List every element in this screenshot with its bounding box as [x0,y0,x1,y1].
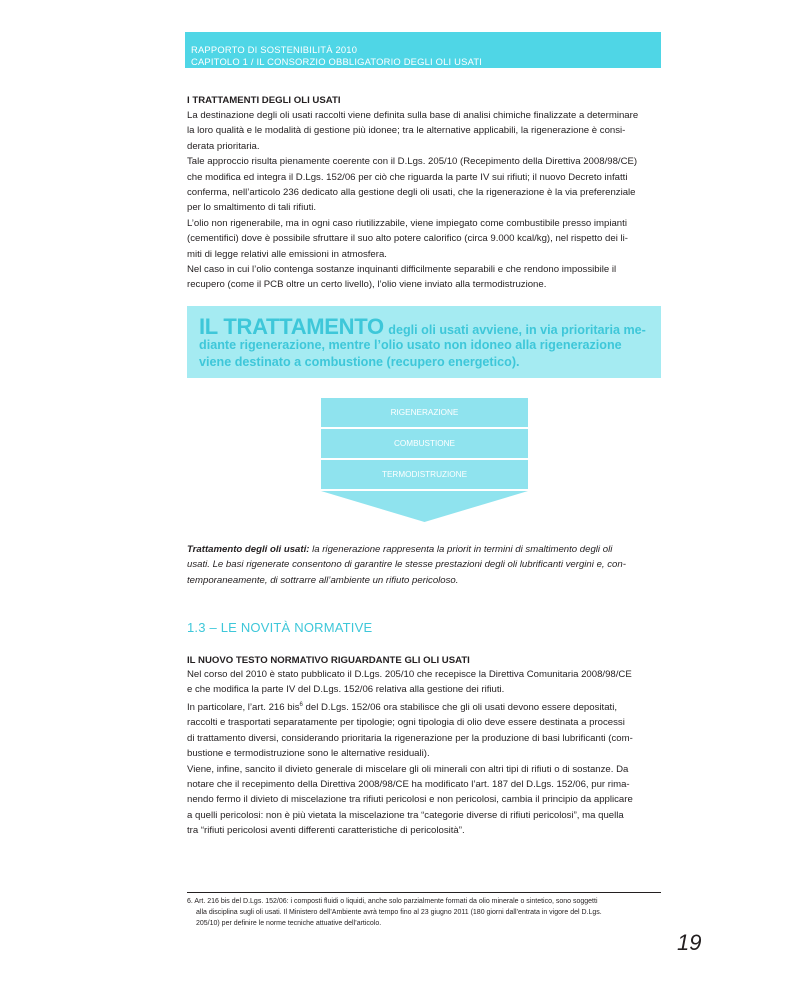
footnote-divider [187,892,661,893]
caption-line-2: usati. Le basi rigenerate consentono di garantire le stesse prestazioni degli oli lubrificanti vergini e, con- [187,559,626,571]
body-line: conferma, nell’articolo 236 dedicato alla gestione degli oli usati, che la rigenerazione è la via preferenziale [187,187,636,199]
report-title: RAPPORTO DI SOSTENIBILITÀ 2010 [191,44,358,55]
body-line: notare che il recepimento della Direttiva 2008/98/CE ha modificato l’art. 187 del D.Lgs. 152/06, pur rima- [187,779,630,791]
footnote-ref: 6 [299,701,303,708]
body-line: Tale approccio risulta pienamente coerente con il D.Lgs. 205/10 (Recepimento della Direttiva 2008/98/CE) [187,156,638,168]
caption-bold: Trattamento degli oli usati: [187,544,310,555]
section-heading-trattamenti: I TRATTAMENTI DEGLI OLI USATI [187,95,341,106]
caption-line-3: temporaneamente, di sottrarre all’ambiente un rifiuto pericoloso. [187,574,459,586]
body-line: tra “rifiuti pericolosi aventi differenti caratteristiche di pericolosità”. [187,825,465,837]
flow-step-termodistruzione: TERMODISTRUZIONE [321,460,528,489]
callout-box [187,306,661,378]
footnote [187,896,667,929]
body-line: di trattamento diversi, considerando prioritaria la rigenerazione per la produzione di basi lubrificanti (com- [187,732,633,744]
body-line: nendo fermo il divieto di miscelazione tra rifiuti pericolosi e non pericolosi, cambia il principio da applicare [187,794,633,806]
section1-body [187,108,661,293]
body-line: bustione e termodistruzione sono le alternative residuali). [187,748,430,760]
body-line: derata prioritaria. [187,140,260,152]
flow-step-combustione: COMBUSTIONE [321,429,528,458]
footnote-line: 205/10) per definire le norme tecniche attuative dell’articolo. [196,920,382,927]
body-text: In particolare, l’art. 216 bis [187,702,300,713]
callout-highlight: IL TRATTAMENTO [199,314,384,339]
body-line: per lo smaltimento di tali rifiuti. [187,202,317,214]
flow-step-rigenerazione: RIGENERAZIONE [321,398,528,427]
body-line: La destinazione degli oli usati raccolti viene definita sulla base di analisi chimiche finalizzate a determinare [187,110,639,121]
caption-line-1 [187,542,661,557]
body-line: recupero (come il PCB oltre un certo livello), l’olio viene inviato alla termodistruzione. [187,279,547,291]
body-line: e che modifica la parte IV del D.Lgs. 152/06 relativa alla gestione dei rifiuti. [187,684,505,696]
callout-line-1 [199,314,646,340]
callout-line-2: diante rigenerazione, mentre l’olio usato non idoneo alla rigenerazione [199,338,622,352]
callout-line-3: viene destinato a combustione (recupero energetico). [199,355,520,369]
flow-arrow-down-icon [321,491,528,523]
chapter-header-band [185,32,661,68]
section-heading-nuovo-testo: IL NUOVO TESTO NORMATIVO RIGUARDANTE GLI OLI USATI [187,655,470,666]
body-line: Nel corso del 2010 è stato pubblicato il D.Lgs. 205/10 che recepisce la Direttiva Comunitaria 2008/98/CE [187,669,632,680]
footnote-line: alla disciplina sugli oli usati. Il Ministero dell’Ambiente avrà tempo fino al 23 giugno 2011 (180 giorni dall’entrata in vigore del D.Lgs. [196,909,602,916]
body-line: la loro qualità e le modalità di gestione più idonee; tra le alternative applicabili, la rigenerazione è consi- [187,125,626,137]
caption-text: la rigenerazione rappresenta la priorit in termini di smaltimento degli oli [312,544,613,555]
section2-body [187,667,661,839]
footnote-line: 6. Art. 216 bis del D.Lgs. 152/06: i composti fluidi o liquidi, anche solo parzialmente formati da olio minerale o sintetico, sono soggetti [187,898,598,905]
body-text: del D.Lgs. 152/06 ora stabilisce che gli oli usati devono essere depositati, [302,702,617,713]
body-line: Viene, infine, sancito il divieto generale di miscelare gli oli minerali con altri tipi di rifiuti o di sostanze. Da [187,763,629,775]
diagram-caption [187,542,661,588]
body-line: (cementifici) dove è possibile sfruttare il suo alto potere calorifico (circa 9.000 kcal/kg), nel rispetto dei li- [187,233,628,245]
body-line: raccolti e trasportati separatamente per tipologie; ogni tipologia di olio deve essere destinata a processi [187,717,625,729]
page-number: 19 [677,930,702,955]
body-line [187,698,661,716]
body-line: miti di legge relativi alle emissioni in atmosfera. [187,248,387,260]
chapter-title: 1.3 – LE NOVITÀ NORMATIVE [187,620,373,635]
body-line: L’olio non rigenerabile, ma in ogni caso riutilizzabile, viene impiegato come combustibile presso impianti [187,217,627,229]
body-line: che modifica ed integra il D.Lgs. 152/06 per ciò che riguarda la parte IV sui rifiuti; il nuovo Decreto infatti [187,171,628,183]
body-line: a quelli pericolosi: non è più vietata la miscelazione tra “categorie diverse di rifiuti pericolosi”, ma quella [187,809,624,821]
callout-text: degli oli usati avviene, in via prioritaria me- [388,323,646,337]
chapter-subtitle: CAPITOLO 1 / IL CONSORZIO OBBLIGATORIO DEGLI OLI USATI [191,56,483,67]
body-line: Nel caso in cui l’olio contenga sostanze inquinanti difficilmente separabili e che rendono impossibile il [187,264,617,276]
